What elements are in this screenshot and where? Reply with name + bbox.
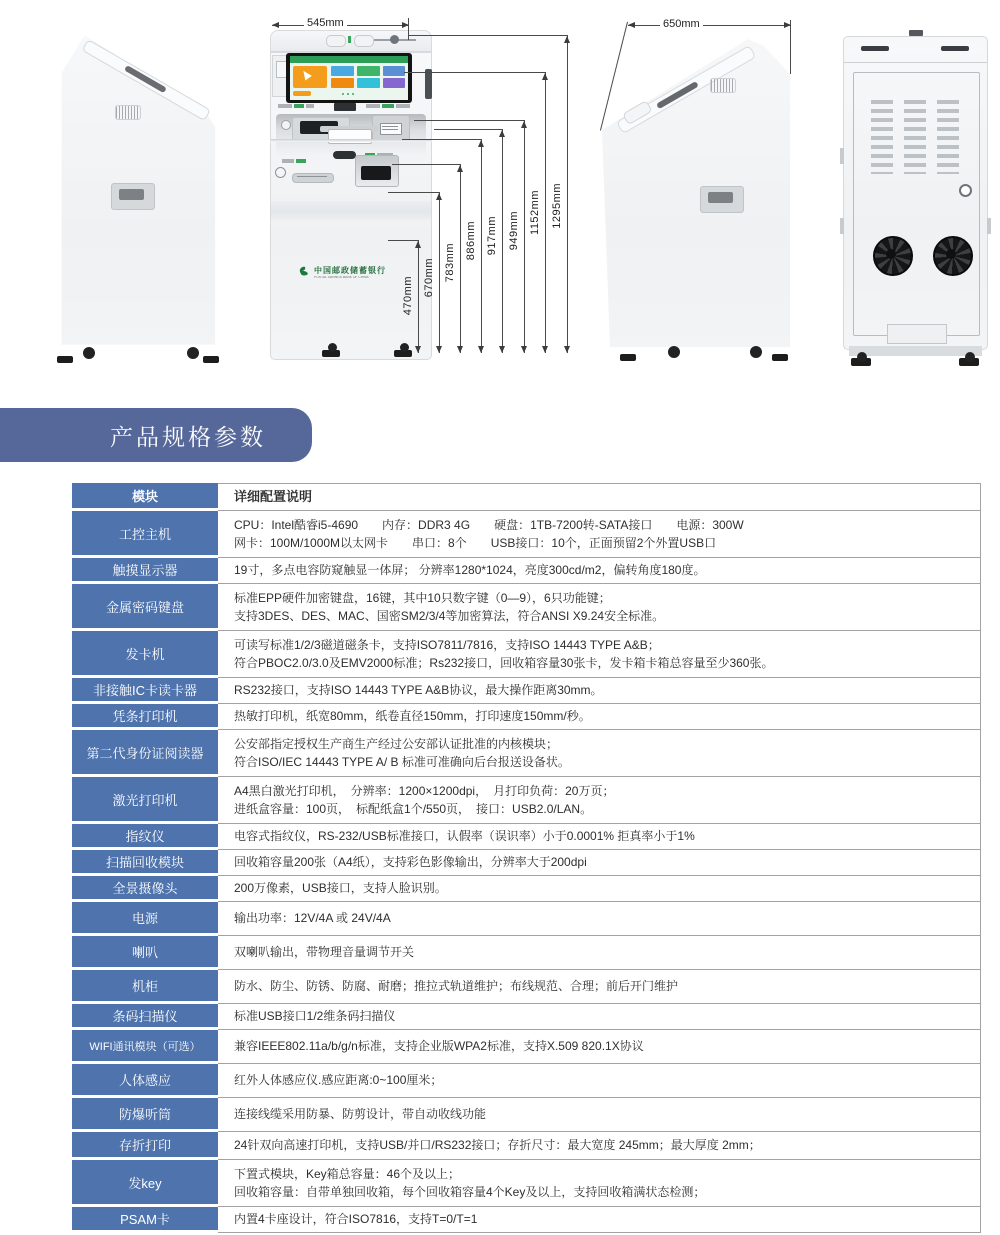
fan-hub bbox=[886, 249, 896, 259]
dimension-arrow-up bbox=[415, 241, 421, 248]
module-name: 条码扫描仪 bbox=[72, 1004, 218, 1030]
module-name: 存折打印 bbox=[72, 1132, 218, 1160]
description-line: 回收箱容量200张（A4纸），支持彩色影像输出，分辨率大于200dpi bbox=[234, 855, 587, 870]
dimension-arrow-down bbox=[436, 346, 442, 353]
table-row bbox=[72, 850, 981, 876]
module-name: 非接触IC卡读卡器 bbox=[72, 678, 218, 704]
module-name: 电源 bbox=[72, 902, 218, 936]
table-row bbox=[72, 1004, 981, 1030]
dimension-arrow-down bbox=[457, 346, 463, 353]
module-description bbox=[218, 850, 981, 876]
dimension-arrow-up bbox=[499, 130, 505, 137]
table-row bbox=[72, 584, 981, 631]
description-line: 公安部指定授权生产商生产经过公安部认证批准的内核模块； bbox=[234, 736, 559, 751]
rear-top-slot bbox=[909, 30, 923, 36]
description-line: 网卡：100M/1000M以太网卡 串口：8个 USB接口：10个，正面预留2个外置USB口 bbox=[234, 536, 717, 551]
cap-vent-slot bbox=[861, 46, 889, 51]
description-line: 连接线缆采用防暴、防剪设计，带自动收线功能 bbox=[234, 1107, 487, 1122]
description-line: A4黑白激光打印机， 分辨率：1200×1200dpi， 月打印负荷：20万页； bbox=[234, 783, 615, 798]
cap-vent-slot bbox=[941, 46, 969, 51]
vent-column bbox=[904, 100, 926, 174]
description-line: 19寸，多点电容防窥触显一体屏； 分辨率1280*1024，亮度300cd/m2，偏转角度180度。 bbox=[234, 563, 706, 578]
description-line: CPU：Intel酷睿i5-4690 内存：DDR3 4G 硬盘：1TB-7200转-SATA接口 电源：300W bbox=[234, 517, 744, 532]
table-row bbox=[72, 1064, 981, 1098]
description-line: 支持3DES、DES、MAC、国密SM2/3/4等加密算法，符合ANSI X9.24安全标准。 bbox=[234, 609, 665, 624]
section-title-bar bbox=[0, 408, 312, 462]
dimension-leader bbox=[392, 164, 461, 165]
dimension-label: 470mm bbox=[402, 276, 414, 316]
table-row bbox=[72, 730, 981, 777]
dimension-label: 783mm bbox=[444, 243, 456, 283]
foot-pad bbox=[772, 354, 788, 361]
description-line: 双喇叭输出，带物理音量调节开关 bbox=[234, 945, 415, 960]
dimension-arrow-up bbox=[478, 140, 484, 147]
module-description bbox=[218, 970, 981, 1004]
lock-icon bbox=[959, 184, 972, 197]
table-row bbox=[72, 824, 981, 850]
module-name: 指纹仪 bbox=[72, 824, 218, 850]
module-description bbox=[218, 631, 981, 678]
dimension-line bbox=[545, 72, 546, 353]
table-row bbox=[72, 902, 981, 936]
dimension-arrow-up bbox=[436, 193, 442, 200]
table-row bbox=[72, 777, 981, 824]
description-line: 标准EPP硬件加密键盘，16键，其中10只数字键（0—9），6只功能键； bbox=[234, 590, 611, 605]
description-line: 200万像素，USB接口，支持人脸识别。 bbox=[234, 881, 447, 896]
module-name: WIFI通讯模块（可选） bbox=[72, 1030, 218, 1064]
dimension-arrow-down bbox=[521, 346, 527, 353]
module-description bbox=[218, 824, 981, 850]
module-name: 全景摄像头 bbox=[72, 876, 218, 902]
dimension-line bbox=[481, 139, 482, 353]
table-row bbox=[72, 936, 981, 970]
header-module-cell: 模块 bbox=[72, 483, 218, 511]
dimension-label: 670mm bbox=[423, 258, 435, 298]
dimension-label: 949mm bbox=[508, 211, 520, 251]
dimension-arrow-down bbox=[478, 346, 484, 353]
hinge-tab bbox=[840, 218, 844, 234]
module-description bbox=[218, 1030, 981, 1064]
caster-wheel bbox=[750, 346, 762, 358]
header-description-cell bbox=[218, 483, 981, 511]
caster-wheel bbox=[857, 352, 867, 362]
module-name: 机柜 bbox=[72, 970, 218, 1004]
module-description bbox=[218, 558, 981, 584]
module-name: 触摸显示器 bbox=[72, 558, 218, 584]
caster-wheel bbox=[668, 346, 680, 358]
table-row bbox=[72, 631, 981, 678]
caster-wheel bbox=[965, 352, 975, 362]
module-description bbox=[218, 1064, 981, 1098]
module-description bbox=[218, 777, 981, 824]
side-view-right bbox=[598, 18, 798, 368]
table-row bbox=[72, 1030, 981, 1064]
module-name: 第二代身份证阅读器 bbox=[72, 730, 218, 777]
module-name: 发key bbox=[72, 1160, 218, 1207]
hinge-tab bbox=[840, 148, 844, 164]
description-line: 可读写标准1/2/3磁道磁条卡，支持ISO7811/7816，支持ISO 14443 TYPE A&B； bbox=[234, 637, 660, 652]
header-description-label: 详细配置说明 bbox=[234, 489, 313, 504]
module-name: 金属密码键盘 bbox=[72, 584, 218, 631]
module-name: 人体感应 bbox=[72, 1064, 218, 1098]
description-line: 红外人体感应仪.感应距离:0~100厘米； bbox=[234, 1073, 443, 1088]
table-row bbox=[72, 1098, 981, 1132]
description-line: 兼容IEEE802.11a/b/g/n标准，支持企业版WPA2标准，支持X.509 820.1X协议 bbox=[234, 1039, 644, 1054]
bank-logo-cn: 中国邮政储蓄银行 bbox=[314, 266, 386, 275]
table-row bbox=[72, 704, 981, 730]
fan-hub bbox=[946, 249, 956, 259]
rear-cap-line bbox=[844, 62, 987, 63]
dimension-line bbox=[567, 35, 568, 353]
dimension-arrow-up bbox=[521, 121, 527, 128]
table-row bbox=[72, 1132, 981, 1160]
module-name: 发卡机 bbox=[72, 631, 218, 678]
speaker-grille bbox=[710, 78, 736, 93]
dimension-leader bbox=[388, 192, 440, 193]
table-row bbox=[72, 970, 981, 1004]
module-description bbox=[218, 584, 981, 631]
description-line: 符合ISO/IEC 14443 TYPE A/ B 标准可准确向后台报送设备状。 bbox=[234, 755, 570, 770]
description-line: 24针双向高速打印机，支持USB/并口/RS232接口；存折尺寸：最大宽度 245mm；最大厚度 2mm； bbox=[234, 1138, 761, 1153]
bank-logo-en: POSTAL SAVINGS BANK OF CHINA bbox=[314, 276, 369, 280]
dimension-arrow-down bbox=[415, 346, 421, 353]
description-line: 防水、防尘、防锈、防腐、耐磨；推拉式轨道维护；布线规范、合理；前后开门维护 bbox=[234, 979, 679, 994]
side-width-label: 650mm bbox=[660, 18, 703, 30]
dimension-leader bbox=[414, 120, 525, 121]
side-handle-slot bbox=[708, 192, 733, 203]
dimension-leader bbox=[402, 139, 482, 140]
description-line: 进纸盒容量：100页， 标配纸盒1个/550页， 接口：USB2.0/LAN。 bbox=[234, 802, 593, 817]
description-line: 回收箱容量：自带单独回收箱，每个回收箱容量4个Key及以上，支持回收箱满状态检测； bbox=[234, 1185, 706, 1200]
table-row bbox=[72, 876, 981, 902]
table-row bbox=[72, 1207, 981, 1233]
dimension-label: 1295mm bbox=[551, 183, 563, 229]
dimension-arrow-down bbox=[499, 346, 505, 353]
dimension-label: 917mm bbox=[486, 216, 498, 256]
spec-table bbox=[72, 483, 981, 1233]
table-row bbox=[72, 678, 981, 704]
rear-bottom-panel bbox=[887, 324, 947, 344]
module-name: PSAM卡 bbox=[72, 1207, 218, 1233]
vent-column bbox=[871, 100, 893, 174]
dimension-arrow-up bbox=[457, 165, 463, 172]
module-name: 喇叭 bbox=[72, 936, 218, 970]
module-description bbox=[218, 704, 981, 730]
rear-view bbox=[843, 28, 988, 368]
dimension-arrow-down bbox=[564, 346, 570, 353]
dimension-line bbox=[524, 120, 525, 353]
hinge-tab bbox=[987, 218, 991, 234]
description-line: 符合PBOC2.0/3.0及EMV2000标准；Rs232接口，回收箱容量30张卡，发卡箱卡箱总容量至少360张。 bbox=[234, 656, 774, 671]
technical-drawings bbox=[0, 0, 1000, 410]
front-width-label: 545mm bbox=[304, 17, 347, 29]
table-row bbox=[72, 558, 981, 584]
description-line: 下置式模块，Key箱总容量：46个及以上； bbox=[234, 1166, 461, 1181]
dimension-line bbox=[460, 164, 461, 353]
module-description bbox=[218, 678, 981, 704]
dimension-leader bbox=[434, 129, 503, 130]
description-line: 电容式指纹仪，RS-232/USB标准接口，认假率（误识率）小于0.0001% 拒真率小于1% bbox=[234, 829, 695, 844]
module-description bbox=[218, 1160, 981, 1207]
foot-pad bbox=[620, 354, 636, 361]
module-description bbox=[218, 730, 981, 777]
dimension-arrow-up bbox=[542, 73, 548, 80]
description-line: RS232接口，支持ISO 14443 TYPE A&B协议，最大操作距离30mm。 bbox=[234, 683, 603, 698]
vent-column bbox=[937, 100, 959, 174]
dimension-arrow-down bbox=[542, 346, 548, 353]
module-description bbox=[218, 902, 981, 936]
dimension-label: 886mm bbox=[465, 221, 477, 261]
dimension-line bbox=[502, 129, 503, 353]
kiosk-body bbox=[598, 18, 798, 368]
description-line: 热敏打印机，纸宽80mm，纸卷直径150mm，打印速度150mm/秒。 bbox=[234, 709, 591, 724]
module-name: 激光打印机 bbox=[72, 777, 218, 824]
table-row bbox=[72, 1160, 981, 1207]
table-row bbox=[72, 511, 981, 558]
module-description bbox=[218, 1207, 981, 1233]
module-name: 防爆听筒 bbox=[72, 1098, 218, 1132]
section-title: 产品规格参数 bbox=[110, 423, 266, 450]
module-name: 凭条打印机 bbox=[72, 704, 218, 730]
dimension-leader bbox=[404, 72, 546, 73]
base-bar bbox=[849, 346, 982, 356]
module-description bbox=[218, 1132, 981, 1160]
module-name: 工控主机 bbox=[72, 511, 218, 558]
module-description bbox=[218, 1098, 981, 1132]
dimension-line bbox=[418, 240, 419, 353]
dimension-leader bbox=[408, 35, 568, 36]
description-line: 内置4卡座设计，符合ISO7816，支持T=0/T=1 bbox=[234, 1212, 478, 1227]
dimension-arrow-up bbox=[564, 36, 570, 43]
module-description bbox=[218, 1004, 981, 1030]
description-line: 输出功率：12V/4A 或 24V/4A bbox=[234, 911, 391, 926]
dimension-label: 1152mm bbox=[529, 190, 541, 235]
module-description bbox=[218, 876, 981, 902]
module-description bbox=[218, 511, 981, 558]
dimension-line bbox=[439, 192, 440, 353]
table-header-row bbox=[72, 483, 981, 511]
description-line: 标准USB接口1/2维条码扫描仪 bbox=[234, 1009, 396, 1024]
module-name: 扫描回收模块 bbox=[72, 850, 218, 876]
module-description bbox=[218, 936, 981, 970]
